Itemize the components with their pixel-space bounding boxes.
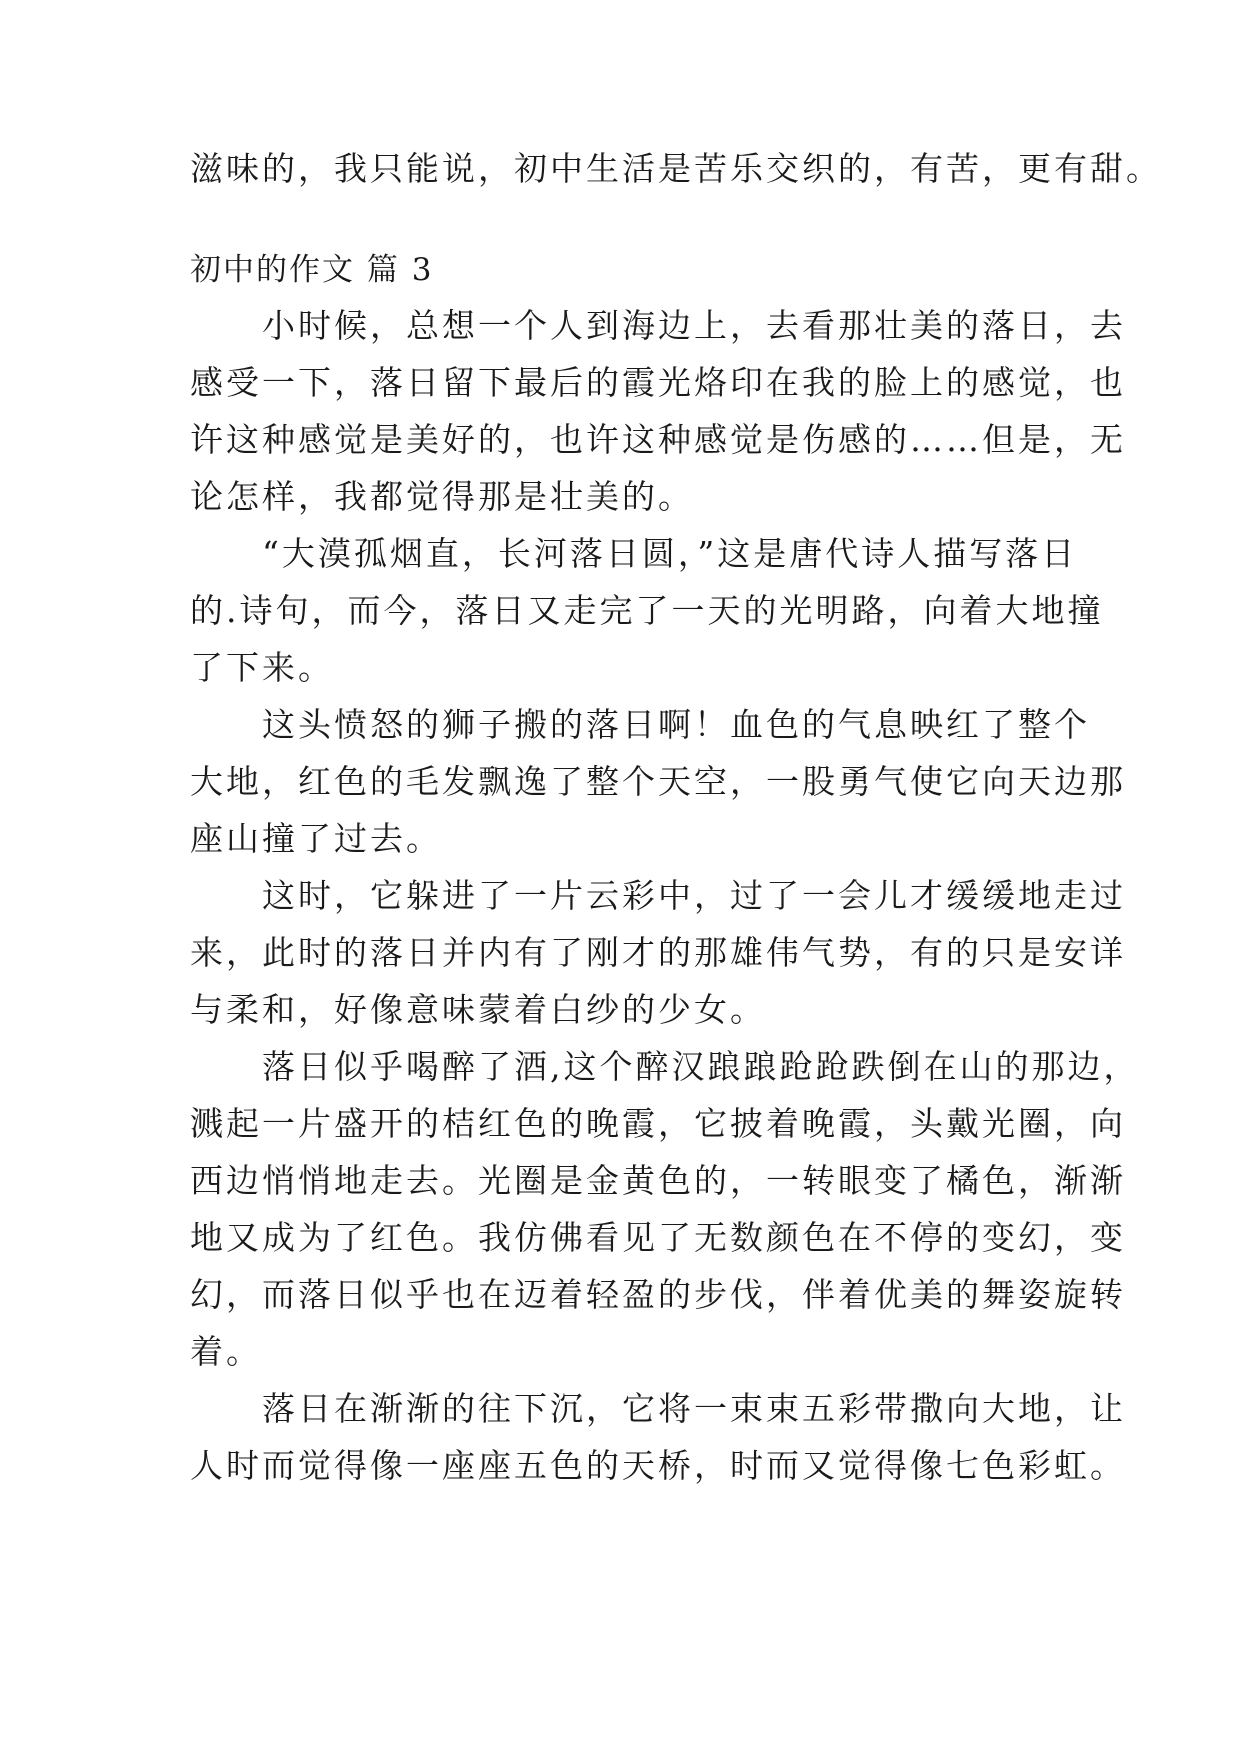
section-heading: 初中的作文 篇 3 (190, 252, 434, 288)
paragraph-line: 西边悄悄地走去。光圈是金黄色的，一转眼变了橘色，渐渐 (190, 1161, 1126, 1200)
paragraph-line: 小时候，总想一个人到海边上，去看那壮美的落日，去 (190, 306, 1126, 345)
paragraph-line: 与柔和，好像意味蒙着白纱的少女。 (190, 990, 766, 1029)
paragraph-line: 落日在渐渐的往下沉，它将一束束五彩带撒向大地，让 (190, 1389, 1126, 1428)
paragraph-line: 许这种感觉是美好的，也许这种感觉是伤感的……但是，无 (190, 420, 1126, 459)
paragraph-line: 大地，红色的毛发飘逸了整个天空，一股勇气使它向天边那 (190, 762, 1126, 801)
paragraph-line: 这时，它躲进了一片云彩中，过了一会儿才缓缓地走过 (190, 876, 1126, 915)
paragraph-line: 来，此时的落日并内有了刚才的那雄伟气势，有的只是安详 (190, 933, 1126, 972)
paragraph-line: 感受一下，落日留下最后的霞光烙印在我的脸上的感觉，也 (190, 363, 1126, 402)
paragraph-line: 论怎样，我都觉得那是壮美的。 (190, 477, 694, 516)
paragraph-line: 座山撞了过去。 (190, 819, 442, 858)
paragraph-line: 的.诗句，而今，落日又走完了一天的光明路，向着大地撞 (190, 591, 1104, 630)
paragraph-line: “大漠孤烟直，长河落日圆，”这是唐代诗人描写落日 (190, 534, 1078, 573)
paragraph-line: 落日似乎喝醉了酒,这个醉汉踉踉跄跄跌倒在山的那边， (190, 1047, 1140, 1086)
paragraph-line: 幻，而落日似乎也在迈着轻盈的步伐，伴着优美的舞姿旋转 (190, 1275, 1126, 1314)
paragraph-line: 着。 (190, 1332, 262, 1371)
paragraph-line: 地又成为了红色。我仿佛看见了无数颜色在不停的变幻，变 (190, 1218, 1126, 1257)
paragraph-line: 人时而觉得像一座座五色的天桥，时而又觉得像七色彩虹。 (190, 1446, 1126, 1485)
paragraph-line: 溅起一片盛开的桔红色的晚霞，它披着晚霞，头戴光圈，向 (190, 1104, 1126, 1143)
paragraph-line: 滋味的，我只能说，初中生活是苦乐交织的，有苦，更有甜。 (190, 149, 1162, 188)
paragraph-line: 这头愤怒的狮子搬的落日啊！血色的气息映红了整个 (190, 705, 1090, 744)
paragraph-line: 了下来。 (190, 648, 334, 687)
